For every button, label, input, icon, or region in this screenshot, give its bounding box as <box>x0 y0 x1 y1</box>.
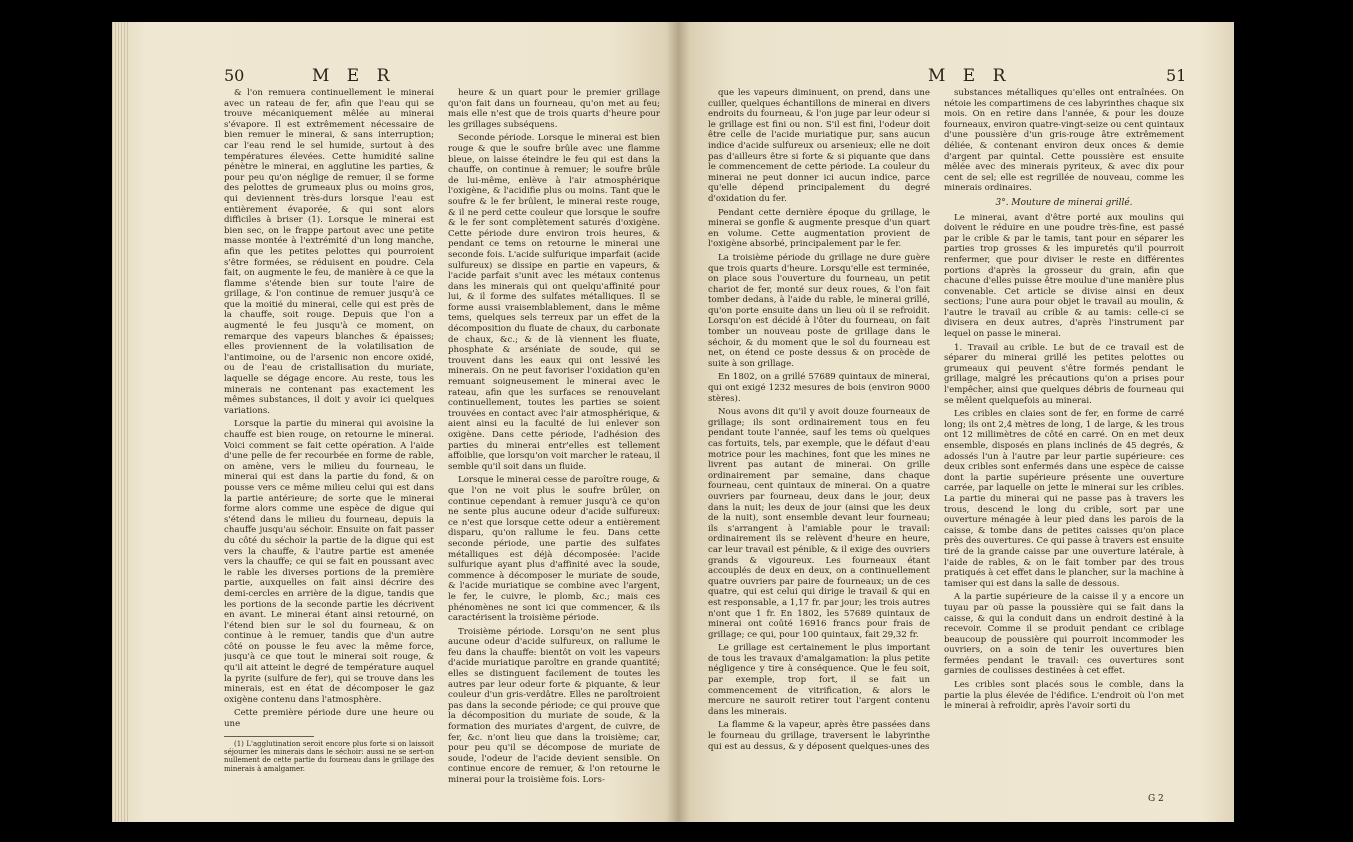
paragraph: Le grillage est certainement le plus important de tous les travaux d'amalgamation: la plus petite négligence y tire à conséquence. Que le feu soit, par exemple, trop fort, il se fait un commencement de vitrification, & alors le mercure ne sauroit retirer tout l'argent contenu dans les minerais. <box>708 643 930 717</box>
right-page <box>678 22 1234 822</box>
text-column-2 <box>944 88 1184 788</box>
paragraph: & l'on remuera continuellement le minerai avec un rateau de fer, afin que l'eau qui se trouve mécaniquement mêlée au minerai s'évapore. Il est extrêmement nécessaire de bien remuer le minerai, & sans interruption; car l'eau rend le sel humide, surtout à des températures élevées. Cette humidité saline pénètre le minerai, en agglutine les parties, & pour peu qu'on néglige de remuer, il se forme des pelottes de grumeaux plus ou moins gros, qui deviennent très-durs lorsque l'eau est entièrement évaporée, & qui sont alors difficiles à briser (1). Lorsque le minerai est bien sec, on le frappe partout avec une petite masse montée à l'extrémité d'un long manche, afin que les petites pelottes qui pourroient s'être formées, se réduisent en poudre. Cela fait, on augmente le feu, de manière à ce que la flamme s'étende bien sur toute l'aire de grillage, & l'on continue de remuer jusqu'à ce que la moitié du minerai, celle qui est près de la chauffe, soit rouge. Depuis que l'on a augmenté le feu jusqu'à ce moment, on remarque des vapeurs blanches & épaisses; elles proviennent de la volatilisation de l'antimoine, ou de l'arsenic non encore oxidé, ou de l'eau de cristallisation du muriate, laquelle se dégage encore. Au reste, tous les minerais ne contenant pas exactement les mêmes substances, il doit y avoir ici quelques variations. <box>224 88 434 416</box>
paragraph: 1. Travail au crible. Le but de ce travail est de séparer du minerai grillé les petites pelottes ou grumeaux qui peuvent s'être formés pendant le grillage, malgré les précautions qu'on a prises pour l'empêcher, ainsi que quelques débris de fourneau qui se mêlent quelquefois au minerai. <box>944 342 1184 406</box>
paragraph: Seconde période. Lorsque le minerai est bien rouge & que le soufre brûle avec une flamme bleue, on laisse éteindre le feu qui est dans la chauffe, on continue à remuer; le soufre brûle de lui-même, enlève à l'air atmosphérique l'oxigène, & l'acidifie plus ou moins. Tant que le soufre & le fer brûlent, le minerai reste rouge, & il ne perd cette couleur que lorsque le soufre & le fer sont complètement saturés d'oxigène. Cette période dure environ trois heures, & pendant ce tems on retourne le minerai une seconde fois. L'acide sulfurique imparfait (acide sulfureux) se dissipe en partie en vapeurs, & l'acide parfait s'unit avec les métaux contenus dans les minerais qui ont quelqu'affinité pour lui, & il forme des sulfates métalliques. Il se forme aussi vraisemblablement, dans le même tems, quelques sels terreux par un effet de la décomposition du fluate de chaux, du carbonate de chaux, &c.; & de là viennent les fluate, phosphate & arséniate de soude, qui se trouvent dans les eaux qui ont lessivé les minerais. On ne peut favoriser l'oxidation qu'en remuant soigneusement le minerai avec le rateau, afin que les surfaces se renouvelant continuellement, toutes les parties se soient trouvées en contact avec l'air atmosphérique, & aient ainsi eu la faculté de lui enlever son oxigène. Dans cette période, l'adhésion des parties du minerai entr'elles est tellement affoiblie, que lorsqu'on voit marcher le rateau, il semble qu'il soit dans un fluide. <box>448 133 660 472</box>
footnote: (1) L'agglutination seroit encore plus forte si on laissoit séjourner les minerais dans le séchoir: aussi ne se sert-on nullement de cette partie du fourneau dans le grillage des minerais à amalgamer. <box>224 739 434 773</box>
section-heading: 3°. Mouture de minerai grillé. <box>995 197 1133 208</box>
book-gutter <box>666 22 690 822</box>
open-book <box>112 22 1234 822</box>
paragraph: Les cribles sont placés sous le comble, dans la partie la plus élevée de l'édifice. L'endroit où l'on met le minerai à refroidir, après l'avoir sorti du <box>944 680 1184 712</box>
running-header: M E R <box>312 66 396 86</box>
paragraph: Le minerai, avant d'être porté aux moulins qui doivent le réduire en une poudre très-fine, est passé par le crible & par le tamis, tant pour en séparer les parties trop grosses & les impuretés qu'il pourroit renfermer, que pour diviser le reste en différentes portions d'après la grosseur du grain, afin que chacune d'elles puisse être moulue d'une manière plus convenable. Cet article se divise ainsi en deux sections; l'une aura pour objet le travail au moulin, & l'autre le travail au crible & au tamis: celle-ci se divisera en deux autres, d'après l'instrument par lequel on passe le minerai. <box>944 212 1184 340</box>
page-edges <box>112 22 128 822</box>
page-number: 50 <box>224 66 245 85</box>
page-number: 51 <box>1166 66 1187 85</box>
left-page <box>112 22 678 822</box>
text-column-1 <box>708 88 930 788</box>
paragraph: La troisième période du grillage ne dure guère que trois quarts d'heure. Lorsqu'elle est terminée, on place sous l'ouverture du fourneau, un petit chariot de fer, monté sur deux roues, & l'on fait tomber dedans, à l'aide du rable, le minerai grillé, qu'on porte ensuite dans un lieu où il se refroidit. Lorsqu'on est décidé à l'ôter du fourneau, on fait tomber un nouveau poste de grillage dans le séchoir, & du moment que le sol du fourneau est net, on étend ce poste dessus & on procède de suite à son grillage. <box>708 252 930 369</box>
paragraph: Pendant cette dernière époque du grillage, le minerai se gonfle & augmente presque d'un quart en volume. Cette augmentation provient de l'oxigène absorbé, principalement par le fer. <box>708 207 930 250</box>
paragraph: La flamme & la vapeur, après être passées dans le fourneau du grillage, traversent le labyrinthe qui est au dessus, & y déposent quelques-unes des <box>708 720 930 752</box>
footnote-rule <box>224 736 314 737</box>
paragraph: En 1802, on a grillé 57689 quintaux de minerai, qui ont exigé 1232 mesures de bois (environ 9000 stères). <box>708 372 930 404</box>
running-header: M E R <box>928 66 1012 86</box>
paragraph: Troisième période. Lorsqu'on ne sent plus aucune odeur d'acide sulfureux, on rallume le feu dans la chauffe: bientôt on voit les vapeurs d'acide muriatique paroître en grande quantité; elles se distinguent facilement de toutes les autres par leur odeur forte & piquante, & leur couleur d'un gris-verdâtre. Elles ne paroîtroient pas dans la seconde période; ce qui prouve que la décomposition du muriate de soude, & la formation des muriates d'argent, de cuivre, de fer, &c. n'ont lieu que dans la troisième; car, pour peu qu'il se décompose de muriate de soude, l'odeur de l'acide devient sensible. On continue encore de remuer, & l'on retourne le minerai pour la troisième fois. Lors- <box>448 626 660 785</box>
paragraph: Nous avons dit qu'il y avoit douze fourneaux de grillage; ils sont ordinairement tous en feu pendant toute l'année, sauf les tems où quelques cas fortuits, tels, par exemple, que le défaut d'eau motrice pour les machines, font que les mines ne livrent pas autant de minerai. On grille ordinairement par semaine, dans chaque fourneau, cent quintaux de minerai. On a quatre ouvriers par fourneau, deux dans le jour, deux dans la nuit; les deux de jour (ainsi que les deux de la nuit), sont ensemble devant leur fourneau; ils s'arrangent à l'amiable pour le travail: ordinairement ils se relèvent d'heure en heure, car leur travail est pénible, & il exige des ouvriers grands & vigoureux. Les fourneaux étant accouplés de deux en deux, on a continuellement quatre ouvriers par paire de fourneaux; un de ces quatre, qui est celui qui dirige le travail & qui en est responsable, a 1,17 fr. par jour; les trois autres n'ont que 1 fr. En 1802, les 57689 quintaux de minerai ont coûté 16916 francs pour frais de grillage; ce qui, pour 100 quintaux, fait 29,32 fr. <box>708 407 930 640</box>
paragraph: heure & un quart pour le premier grillage qu'on fait dans un fourneau, qu'on met au feu; mais elle n'est que de trois quarts d'heure pour les grillages subséquens. <box>448 88 660 130</box>
paragraph: Lorsque le minerai cesse de paroître rouge, & que l'on ne voit plus le soufre brûler, on continue cependant à remuer jusqu'à ce qu'on ne sente plus aucune odeur d'acide sulfureux: ce n'est que lorsque cette odeur a entièrement disparu, qu'on rallume le feu. Dans cette seconde période, une partie des sulfates métalliques est déjà décomposée: l'acide sulfurique ayant plus d'affinité avec la soude, commence à décomposer le muriate de soude, & l'acide muriatique se combine avec l'argent, le fer, le cuivre, le plomb, &c.; mais ces phénomènes ne sont ici que commencer, & ils caractérisent la troisième période. <box>448 475 660 624</box>
paragraph: Cette première période dure une heure ou une <box>224 708 434 730</box>
signature-mark: G 2 <box>1148 794 1164 804</box>
paragraph: Lorsque la partie du minerai qui avoisine la chauffe est bien rouge, on retourne le minerai. Voici comment se fait cette opération. A l'aide d'une pelle de fer recourbée en forme de rable, on amène, vers le milieu du fourneau, le minerai qui est dans la partie du fond, & on pousse vers ce même milieu celui qui est dans la partie antérieure; de sorte que le minerai forme alors comme une espèce de digue qui s'étend dans le milieu du fourneau, depuis la chauffe jusqu'au séchoir. Ensuite on fait passer du côté du séchoir la partie de la digue qui est vers la chauffe, & l'autre partie est amenée vers la chauffe; ce qui se fait en poussant avec le rable les diverses portions de la première partie, auxquelles on fait ainsi décrire des demi-cercles en arrière de la digue, tandis que les portions de la seconde partie les décrivent en avant. Le minerai étant ainsi retourné, on l'étend bien sur le sol du fourneau, & on continue à le remuer, tandis que d'un autre côté on pousse le feu avec la même force, jusqu'à ce que tout le minerai soit rouge, & qu'il ait atteint le degré de température auquel la pyrite (sulfure de fer), qui se trouve dans les minerais, est en état de décomposer le gaz oxigène contenu dans l'atmosphère. <box>224 419 434 705</box>
paragraph: que les vapeurs diminuent, on prend, dans une cuiller, quelques échantillons de minerai en divers endroits du fourneau, & l'on juge par leur odeur si le grillage est fini ou non. S'il est fini, l'odeur doit être celle de l'acide muriatique pur, sans aucun indice d'acide sulfureux ou arsenieux; elle ne doit pas d'ailleurs être si forte & si piquante que dans le commencement de cette période. La couleur du minerai ne peut donner ici aucun indice, parce qu'elle dépend principalement du degré d'oxidation du fer. <box>708 88 930 204</box>
paragraph: Les cribles en claies sont de fer, en forme de carré long; ils ont 2,4 mètres de long, 1 de large, & les trous ont 12 millimètres de côté en carré. On en met deux ensemble, disposés en plans inclinés de 45 degrés, & adossés l'un à l'autre par leur partie supérieure: ces deux cribles sont enfermés dans une espèce de caisse dont la partie supérieure présente une ouverture carrée, par laquelle on jette le minerai sur les cribles. La partie du minerai qui ne passe pas à travers les trous, descend le long du crible, sort par une ouverture ménagée à leur pied dans les parois de la caisse, & tombe dans de petites caisses qu'on place près des ouvertures. Ce qui passe à travers est ensuite tiré de la grande caisse par une ouverture latérale, à l'aide de rables, & on le fait tomber par des trous pratiqués à cet effet dans le plancher, sur la machine à tamiser qui est dans la salle de dessous. <box>944 409 1184 589</box>
text-column-2 <box>448 88 660 788</box>
paragraph: substances métalliques qu'elles ont entraînées. On nétoie les compartimens de ces labyrinthes chaque six mois. On en retire dans l'année, & pour les douze fourneaux, environ quatre-vingt-seize ou cent quintaux d'une poussière d'un gris-rouge âtre extrêmement déliée, & contenant environ deux onces & demie d'argent par quintal. Cette poussière est ensuite mêlée avec des minerais pyriteux, & avec dix pour cent de sel; elle est regrillée de nouveau, comme les minerais ordinaires. <box>944 88 1184 194</box>
paragraph: A la partie supérieure de la caisse il y a encore un tuyau par où passe la poussière qui se fait dans la caisse, & qui la conduit dans un endroit destiné à la recevoir. Comme il se produit pendant ce criblage beaucoup de poussière qui pourroit incommoder les ouvriers, on a soin de tenir les ouvertures bien fermées pendant le travail: ces ouvertures sont garnies de coulisses destinées à cet effet. <box>944 592 1184 677</box>
text-column-1 <box>224 88 434 788</box>
